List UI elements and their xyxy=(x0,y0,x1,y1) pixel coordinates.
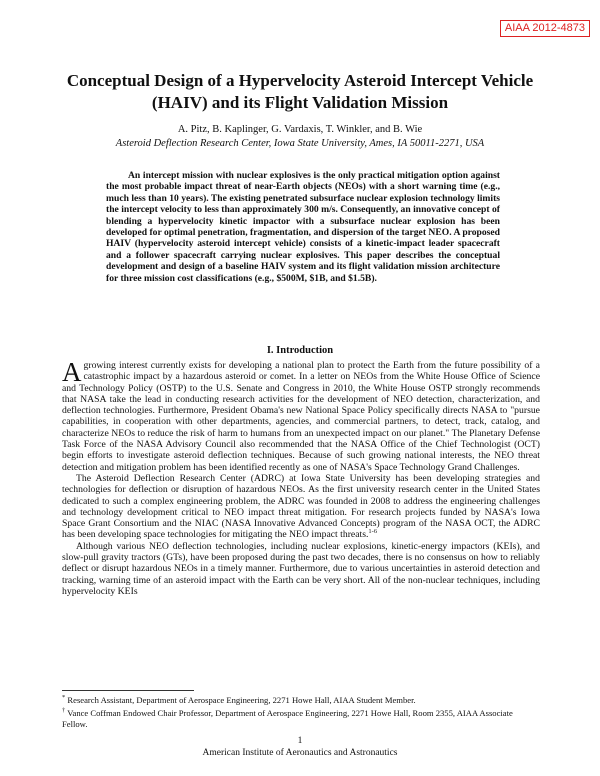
paper-id-badge: AIAA 2012-4873 xyxy=(500,20,590,37)
paragraph-text: Although various NEO deflection technologies, including nuclear explosions, kinetic-energy impactors (KEIs), and slow-pull gravity tractors (GTs), have been proposed during the past two decades, there is no consensus on how to reliably deflect or disrupt hazardous NEOs in a timely manner. Furthermore, due to various uncertainties in asteroid detection and tracking, warning time of an asteroid impact with the Earth can be very short. All of the non-nuclear techniques, including hypervelocity KEIs xyxy=(62,540,540,597)
footnote-mark: * xyxy=(62,694,66,702)
drop-cap: A xyxy=(62,357,82,387)
paragraph xyxy=(62,473,540,541)
footnote-divider xyxy=(62,690,194,691)
paragraph-text: growing interest currently exists for developing a national plan to protect the Earth from the future possibility of a catastrophic impact by a hazardous asteroid or comet. In a letter on NEOs from the White House Office of Science and Technology Policy (OSTP) to the U.S. Senate and Congress in 2010, the White House OSTP strongly recommends that NASA take the lead in conducting research activities for the development of NEO detection, characterization, and deflection technologies. Furthermore, President Obama's new National Space Policy specifically directs NASA to "pursue capabilities, in cooperation with other departments, agencies, and commercial partners, to detect, track, catalog, and characterize NEOs to reduce the risk of harm to humans from an unexpected impact on our planet." The Planetary Defense Task Force of the NASA Advisory Council also recommended that the NASA Office of the Chief Technologist (OCT) begin efforts to investigate asteroid deflection techniques. Because of such growing national interests, the NEO threat detection and mitigation problem has been identified recently as one of NASA's Space Technology Grand Challenges. xyxy=(62,360,540,473)
body-text xyxy=(62,357,540,597)
section-heading-introduction: I. Introduction xyxy=(266,345,334,356)
paragraph xyxy=(62,541,540,597)
footnote-mark: † xyxy=(62,707,66,715)
paragraph-text: The Asteroid Deflection Research Center (ADRC) at Iowa State University has been developing strategies and technologies for deflection or disruption of hazardous NEOs. As the first university research center in the United States dedicated to such a complex engineering problem, the ADRC was founded in 2008 to address the engineering challenges and technology development critical to NEO impact threat mitigation. For research projects funded by NASA's Iowa Space Grant Consortium and the NIAC (NASA Innovative Advanced Concepts) program of the NASA OCT, the ADRC has been developing space technologies for mitigating the NEO impact threats. xyxy=(62,472,540,541)
author-affiliation: Asteroid Deflection Research Center, Iowa State University, Ames, IA 50011-2271, USA xyxy=(115,138,485,149)
page-number: 1 xyxy=(297,736,303,746)
footnote xyxy=(62,708,540,729)
page-footer: American Institute of Aeronautics and Astronautics xyxy=(202,748,398,758)
abstract: An intercept mission with nuclear explosives is the only practical mitigation option against the most probable impact threat of near-Earth objects (NEOs) with a short warning time (e.g., much less than 10 years). The existing penetrated subsurface nuclear explosion technology limits the intercept velocity to less than approximately 300 m/s. Consequently, an innovative concept of blending a hypervelocity kinetic impactor with a subsurface nuclear explosion has been developed for optimal penetration, fragmentation, and dispersion of the target NEO. A proposed HAIV (hypervelocity asteroid intercept vehicle) consists of a kinetic-impact leader spacecraft and a follower spacecraft carrying nuclear explosives. This paper describes the conceptual development and design of a baseline HAIV system and its flight validation mission architecture for three mission cost classifications (e.g., $500M, $1B, and $1.5B). xyxy=(106,170,500,284)
footnote-text: Research Assistant, Department of Aerospace Engineering, 2271 Howe Hall, AIAA Student Member. xyxy=(67,695,416,705)
footnote xyxy=(62,695,540,706)
author-list: A. Pitz, B. Kaplinger, G. Vardaxis, T. Winkler, and B. Wie xyxy=(177,124,423,135)
footnote-text: Vance Coffman Endowed Chair Professor, Department of Aerospace Engineering, 2271 Howe Hall, Room 2355, AIAA Associate Fellow. xyxy=(62,708,513,729)
paragraph xyxy=(62,357,540,473)
citation-ref: 1-6 xyxy=(368,528,378,536)
paper-title: Conceptual Design of a Hypervelocity Asteroid Intercept Vehicle (HAIV) and its Flight Validation Mission xyxy=(66,71,534,112)
